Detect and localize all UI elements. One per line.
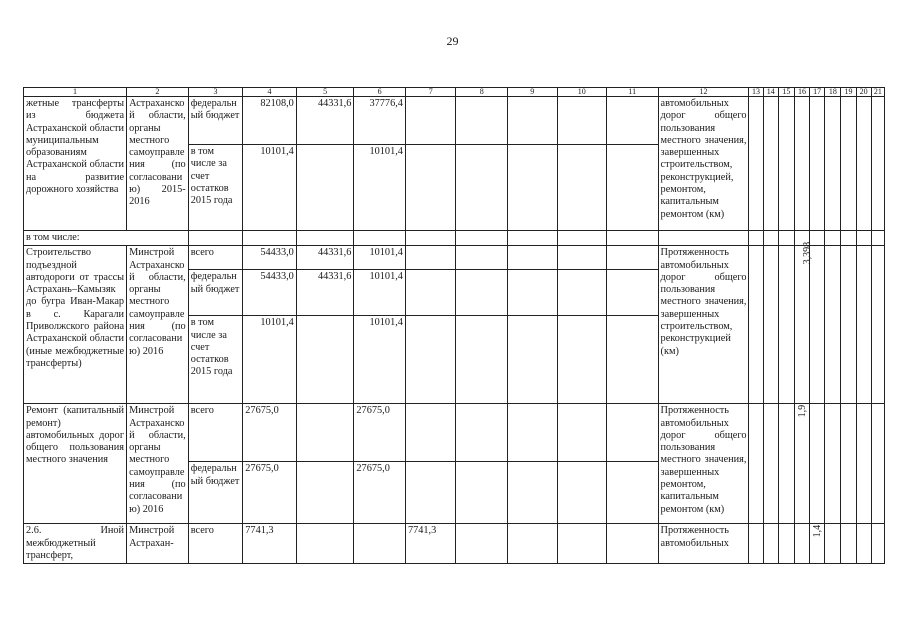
funding-source-cell: всего [188,246,243,270]
column-number: 9 [507,88,557,97]
funding-source-cell: в том числе за счет остатков 2015 года [188,145,243,231]
indicator-value: 1,9 [797,405,809,418]
indicator-value-cell [794,242,814,404]
amount-2016-cell: 27675,0 [354,404,406,462]
column-number: 3 [188,88,243,97]
measure-name-cell: Ремонт (капитальный ремонт) автомобильных дорог общего пользования местного значения [24,404,127,524]
amount-total-cell: 27675,0 [243,404,297,462]
indicator-value-cell [794,404,809,524]
table-row [24,231,885,246]
amount-total-cell: 54433,0 [243,270,297,316]
funding-source-cell: федеральный бюджет [188,270,243,316]
amount-total-cell: 7741,3 [243,524,297,564]
funding-source-cell: в том числе за счет остатков 2015 года [188,316,243,404]
subheader-cell: в том числе: [24,231,189,246]
funding-source-cell: всего [188,524,243,564]
column-number: 18 [825,88,841,97]
column-number-row [24,88,885,97]
indicator-value: 3,398 [802,242,814,265]
amount-total-cell: 27675,0 [243,462,297,524]
measure-name-cell: жетные трансферты из бюджета Астраханской области муниципальным образованиям Астраханской области на развитие дорожного хозяйства [24,97,127,231]
amount-2016-cell: 27675,0 [354,462,406,524]
column-number: 11 [607,88,659,97]
amount-2017-cell: 7741,3 [405,524,456,564]
amount-2016-cell: 10101,4 [354,246,406,270]
amount-2016-cell: 10101,4 [354,145,406,231]
amount-2016-cell: 37776,4 [354,97,406,145]
column-number: 2 [127,88,189,97]
column-number: 5 [296,88,354,97]
indicator-cell: Протяженность автомобильных дорог общего пользования местного значения, завершенных ремонтом, капитальным ремонтом (км) [658,404,749,524]
column-number: 14 [763,88,778,97]
amount-total-cell: 10101,4 [243,316,297,404]
funding-source-cell: федеральный бюджет [188,462,243,524]
column-number: 21 [871,88,884,97]
amount-total-cell: 82108,0 [243,97,297,145]
indicator-value: 1,4 [812,525,824,538]
amount-2015-cell: 44331,6 [296,270,354,316]
column-number: 16 [794,88,809,97]
amount-total-cell: 54433,0 [243,246,297,270]
column-number: 6 [354,88,406,97]
executor-cell: Астраханской области, органы местного самоуправления (по согласованию) 2015-2016 [127,97,189,231]
amount-2016-cell: 10101,4 [354,316,406,404]
executor-cell: Минстрой Астрахан- [127,524,189,564]
table-row [24,524,885,564]
column-number: 4 [243,88,297,97]
page-number: 29 [446,34,459,48]
indicator-value-cell [810,524,825,564]
column-number: 17 [810,88,825,97]
column-number: 12 [658,88,749,97]
indicator-cell: автомобильных дорог общего пользования местного значения, завершенных строительством, реконструкцией, ремонтом, капитальным ремонтом (км) [658,97,749,231]
amount-2016-cell: 10101,4 [354,270,406,316]
measure-name-cell: 2.6. Иной межбюджетный трансферт, [24,524,127,564]
column-number: 13 [749,88,763,97]
column-number: 7 [405,88,456,97]
column-number: 15 [778,88,794,97]
column-number: 10 [557,88,607,97]
executor-cell: Минстрой Астраханской области, органы местного самоуправления (по согласованию) 2016 [127,246,189,404]
program-table [23,87,885,564]
table-row [24,246,885,270]
column-number: 1 [24,88,127,97]
indicator-cell: Протяженность автомобильных дорог общего пользования местного значения, завершенных строительством, реконструкцией (км) [658,246,749,404]
funding-source-cell: федеральный бюджет [188,97,243,145]
table-row [24,97,885,145]
amount-2015-cell: 44331,6 [296,246,354,270]
funding-source-cell: всего [188,404,243,462]
amount-total-cell: 10101,4 [243,145,297,231]
column-number: 8 [456,88,508,97]
table-row [24,404,885,462]
measure-name-cell: Строительство подъездной автодороги от трассы Астрахань–Камызяк до бугра Иван-Макар в с. Карагали Приволжского района Астраханской области (иные межбюджетные трансферты) [24,246,127,404]
indicator-cell: Протяженность автомобильных [658,524,749,564]
amount-2015-cell: 44331,6 [296,97,354,145]
column-number: 19 [841,88,856,97]
column-number: 20 [856,88,871,97]
executor-cell: Минстрой Астраханской области, органы местного самоуправления (по согласованию) 2016 [127,404,189,524]
